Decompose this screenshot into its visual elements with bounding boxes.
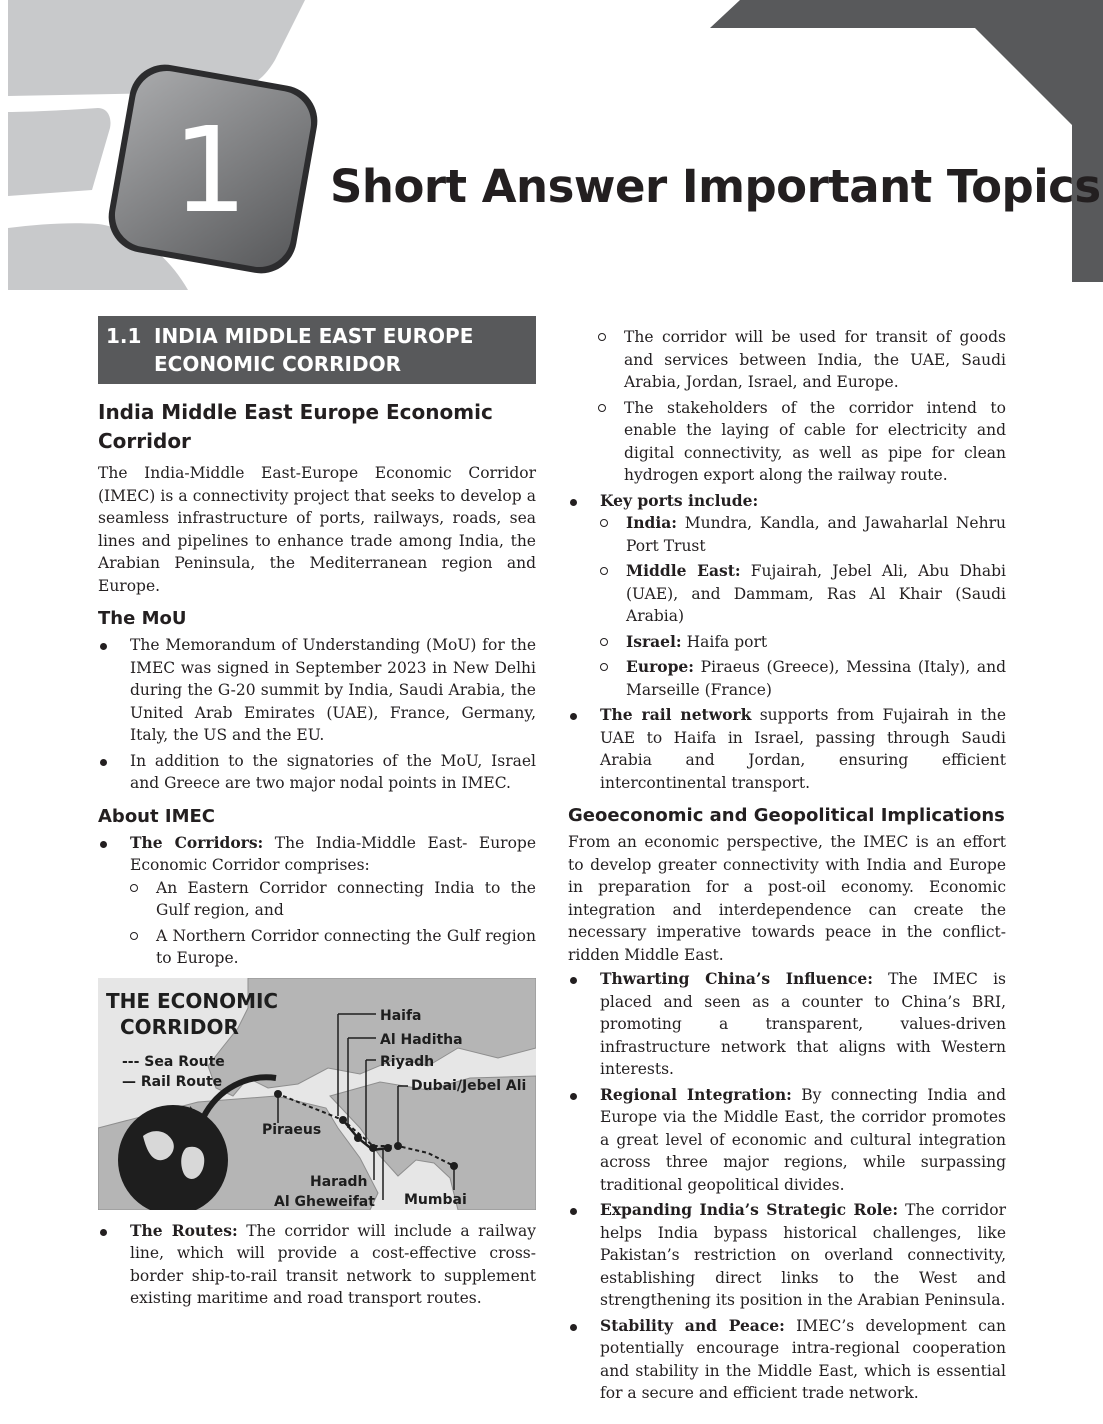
decor-shape-mid [8,108,111,196]
section-title [154,322,473,378]
implication-text: By connecting India and Europe via the Middle East, the corridor promotes a great level of economic and cultural integration across three major regions, while surpassing traditional geopolitical divides. [600,1085,1006,1194]
map-title-line2: CORRIDOR [120,1014,239,1039]
map-graphic [98,978,536,1210]
sub-list-item: The stakeholders of the corridor intend to enable the laying of cable for electricity and digital connectivity, as well as pipe for clean hydrogen export along the railway route. [598,397,1006,487]
sub-list-item [600,656,1006,701]
sub-list-item: A Northern Corridor connecting the Gulf region to Europe. [130,925,536,970]
economic-corridor-map [98,978,536,1210]
list-item [568,490,1006,702]
routes-list [98,1220,536,1310]
node-mumbai [450,1162,458,1170]
chapter-header [0,0,1103,290]
rail-text: supports from Fujairah in the UAE to Haifa in Israel, passing through Saudi Arabia and Jordan, ensuring efficient intercontinental transport. [600,706,1006,792]
port-label: India: [626,513,678,532]
port-text: Mundra, Kandla, and Jawaharlal Nehru Port Trust [626,514,1006,555]
label-dubai: Dubai/Jebel Ali [411,1077,527,1094]
implication-label: Expanding India’s Strategic Role: [600,1200,899,1219]
list-item: The Memorandum of Understanding (MoU) for the IMEC was signed in September 2023 in New Delhi during the G-20 summit by India, Saudi Arabia, the United Arab Emirates (UAE), France, Germany, Italy, the US and the EU. [98,634,536,747]
right-column [568,324,1006,1408]
section-title-line1: INDIA MIDDLE EAST EUROPE [154,324,474,348]
key-ports-label: Key ports include: [600,490,759,510]
list-item [568,1199,1006,1312]
list-item [568,1084,1006,1197]
sub-list-item [600,512,1006,557]
list-item [568,704,1006,794]
legend-sea-route: --- Sea Route [122,1053,225,1070]
sub-list-item [600,631,1006,654]
port-text: Fujairah, Jebel Ali, Abu Dhabi (UAE), and Dammam, Ras Al Khair (Saudi Arabia) [626,562,1006,625]
about-heading: About IMEC [98,805,215,827]
sub-list-item: The corridor will be used for transit of goods and services between India, the UAE, Saudi Arabia, Jordan, Israel, and Europe. [598,326,1006,394]
implication-label: Stability and Peace: [600,1315,785,1335]
implication-label: Thwarting China’s Influence: [600,969,873,988]
topic-heading: India Middle East Europe Economic Corridor [98,400,493,453]
label-piraeus: Piraeus [262,1121,322,1138]
list-item [98,1220,536,1310]
ports-sublist [600,512,1006,701]
corridors-label: The Corridors: [130,832,264,852]
intro-paragraph: The India-Middle East-Europe Economic Corridor (IMEC) is a connectivity project that seeks to develop a seamless infrastructure of ports, railways, roads, sea lines and pipelines to enhance trade among India, the Arabian Peninsula, the Mediterranean region and Europe. [98,464,536,595]
implication-text: IMEC’s development can potentially encourage intra-regional cooperation and stability in the Middle East, which is essential for a secure and efficient trade network. [600,1316,1006,1402]
label-al-gheweifat: Al Gheweifat [274,1193,375,1210]
list-item: In addition to the signatories of the MoU, Israel and Greece are two major nodal points in IMEC. [98,750,536,795]
left-column [98,316,536,1313]
port-text: Haifa port [681,632,768,651]
list-item [98,832,536,970]
label-riyadh: Riyadh [380,1053,435,1070]
implications-intro: From an economic perspective, the IMEC is an effort to develop greater connectivity with India and Europe in preparation for a post-oil economy. Economic integration and interdependence can create the necessary imperative towards peace in the conflict-ridden Middle East. [568,833,1006,964]
chapter-title: Short Answer Important Topics [330,160,1101,213]
port-text: Piraeus (Greece), Messina (Italy), and Marseille (France) [626,658,1006,699]
legend-rail-route: — Rail Route [122,1073,223,1090]
section-number: 1.1 [106,324,142,348]
routes-text: The corridor will include a railway line, which will provide a cost-effective cross-border ship-to-rail transit network to supplement existing maritime and road transport routes. [130,1221,536,1307]
node-haifa [339,1116,347,1124]
list-item [568,968,1006,1081]
implication-text: The corridor helps India bypass historical challenges, like Pakistan’s restriction on overland connectivity, establishing direct links to the West and strengthening its position in the Arabian Peninsula. [600,1201,1007,1309]
map-title-line1: THE ECONOMIC [106,988,279,1013]
sub-list-item [600,560,1006,628]
node-al-haditha [354,1134,362,1142]
implication-label: Regional Integration: [600,1084,792,1104]
corridors-text: The India-Middle East- Europe Economic Corridor comprises: [130,833,537,874]
label-mumbai: Mumbai [404,1191,467,1208]
label-haifa: Haifa [380,1007,422,1024]
chapter-number: 1 [172,101,248,239]
node-al-gheweifat [384,1144,392,1152]
section-heading-box [98,316,536,384]
implication-text: The IMEC is placed and seen as a counter to China’s BRI, promoting a transparent, values-driven infrastructure network that aligns with Western interests. [600,970,1006,1078]
section-title-line2: ECONOMIC CORRIDOR [154,352,401,376]
decor-bar-right [975,28,1103,282]
implications-heading: Geoeconomic and Geopolitical Implications [568,805,1005,826]
node-piraeus [274,1090,282,1098]
rail-label: The rail network [600,705,752,724]
mou-heading: The MoU [98,608,187,629]
list-item [568,1315,1006,1405]
ports-list [568,490,1006,795]
port-label: Israel: [626,631,682,651]
node-dubai [394,1142,402,1150]
port-label: Middle East: [626,561,741,580]
about-list [98,832,536,970]
node-riyadh [369,1144,377,1152]
label-haradh: Haradh [310,1173,368,1190]
sub-list-item: An Eastern Corridor connecting India to the Gulf region, and [130,877,536,922]
mou-list [98,634,536,795]
decor-bar-top [710,0,1103,28]
corridors-sublist [130,877,536,970]
label-al-haditha: Al Haditha [380,1031,463,1048]
routes-label: The Routes: [130,1220,238,1240]
corridor-use-list [568,326,1006,487]
implications-list [568,968,1006,1405]
port-label: Europe: [626,657,695,676]
globe-icon [118,1105,228,1210]
